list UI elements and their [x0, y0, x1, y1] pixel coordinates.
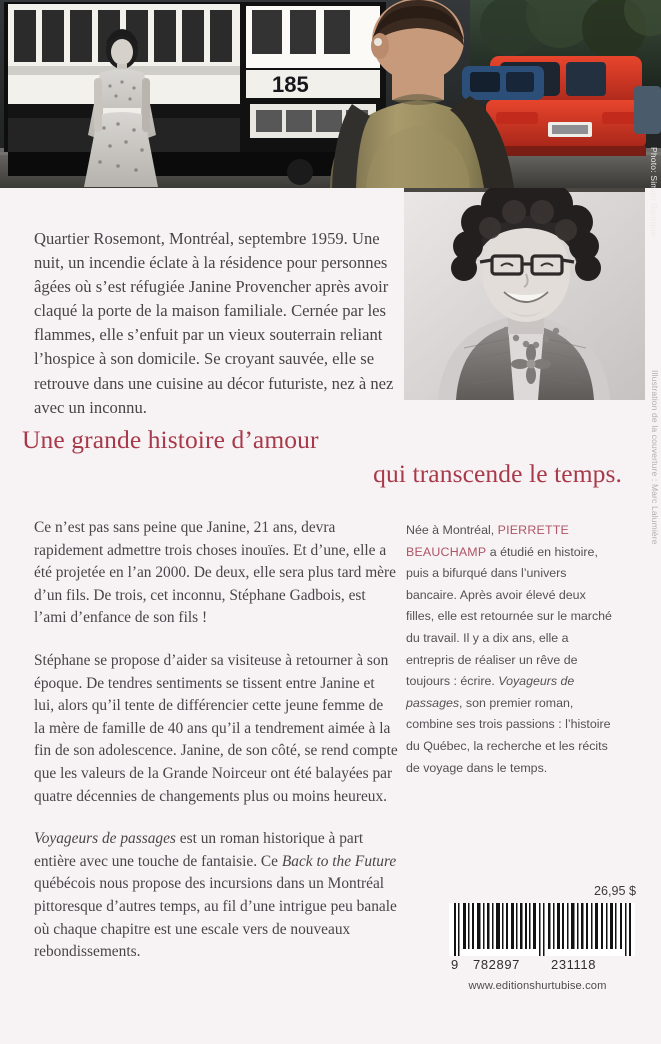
- synopsis-paragraph-2: Stéphane se propose d’aider sa visiteuse à retourner à son époque. De tendres sentiments se tissent entre Janine et lui, alors qu’il tente de différencier cette jeune femme de la mère de famille de 40 ans qu’il a tendrement aimée à la fin de son adolescence. Janine, de son côté, se rend compte que les valeurs de la Grande Noirceur ont été balayées par quatre décennies de changements plus ou moins heureux.: [34, 651, 398, 805]
- earbud: [374, 38, 382, 46]
- isbn-group-2: 231118: [551, 957, 597, 972]
- book-title-italic: Voyageurs de passages: [34, 830, 176, 848]
- author-photo-credit: Photo: Simon Bourque: [649, 147, 659, 237]
- tram-number: 185: [272, 72, 309, 97]
- barcode-bars: [449, 903, 635, 956]
- blue-car: [462, 66, 544, 100]
- price-label: 26,95 $: [593, 884, 636, 898]
- synopsis-paragraph-3: [34, 828, 398, 964]
- bio-tail: , son premier roman, combine ses trois passions : l’histoire du Québec, la recherche et les récits de voyage dans le temps.: [406, 695, 611, 775]
- bio-intro: Née à Montréal,: [406, 523, 498, 537]
- barcode: [449, 903, 635, 972]
- bio-book-title: Voyageurs de passages: [406, 674, 575, 710]
- cover-illustration-artwork: [0, 0, 661, 188]
- isbn-group-1: 782897: [473, 957, 520, 972]
- tagline: [0, 423, 640, 491]
- synopsis-column: [34, 517, 398, 964]
- illustration-credit: Illustration de la couverture : Marc Lalumière: [650, 370, 660, 545]
- publisher-website: www.editionshurtubise.com: [468, 980, 607, 992]
- author-portrait: [404, 188, 645, 400]
- tram-vehicle: [4, 2, 386, 185]
- synopsis-p3-tail: québécois nous propose des incursions dans un Montréal pittoresque d’autres temps, au fil d’une intrigue peu banale où chaque chapitre est une escale vers de nouveaux rebondissements.: [34, 875, 397, 961]
- synopsis-p3-mid: est un roman historique à part entière avec une touche de fantaisie. Ce: [34, 830, 364, 870]
- synopsis-paragraph-1: Ce n’est pas sans peine que Janine, 21 ans, devra rapidement admettre trois choses inouïes. Et d’une, elle a été projetée en l’an 2000. De deux, elle sera plus tard mère d’un fils. De trois, cet inconnu, Stéphane Gadbois, est l’ami d’enfance de son fils !: [34, 519, 396, 627]
- author-bio: [406, 520, 613, 779]
- author-name: PIERRETTE BEAUCHAMP: [406, 523, 569, 559]
- tagline-line-2: qui transcende le temps.: [373, 459, 622, 488]
- lead-paragraph: Quartier Rosemont, Montréal, septembre 1959. Une nuit, un incendie éclate à la résidence pour personnes âgées où s’est réfugiée Janine Provencher après avoir claqué la porte de la maison familiale. Cernée par les flammes, elle s’enfuit par un vieux souterrain reliant l’hospice à son domicile. Se croyant sauvée, elle se retrouve dans une cuisine au décor futuriste, nez à nez avec un inconnu.: [34, 229, 394, 417]
- isbn-prefix: 9: [451, 957, 459, 972]
- film-title-italic: Back to the Future: [281, 852, 397, 870]
- bio-body: a étudié en histoire, puis a bifurqué dans l’univers bancaire. Après avoir élevé deux filles, elle est retournée sur le marché du travail. Il y a dix ans, elle a entrepris de réaliser un rêve de toujours : écrire.: [406, 544, 612, 689]
- isbn-digits: [449, 957, 635, 972]
- author-portrait-artwork: [404, 188, 645, 400]
- tagline-line-1: Une grande histoire d’amour: [22, 425, 319, 454]
- cover-illustration: [0, 0, 661, 188]
